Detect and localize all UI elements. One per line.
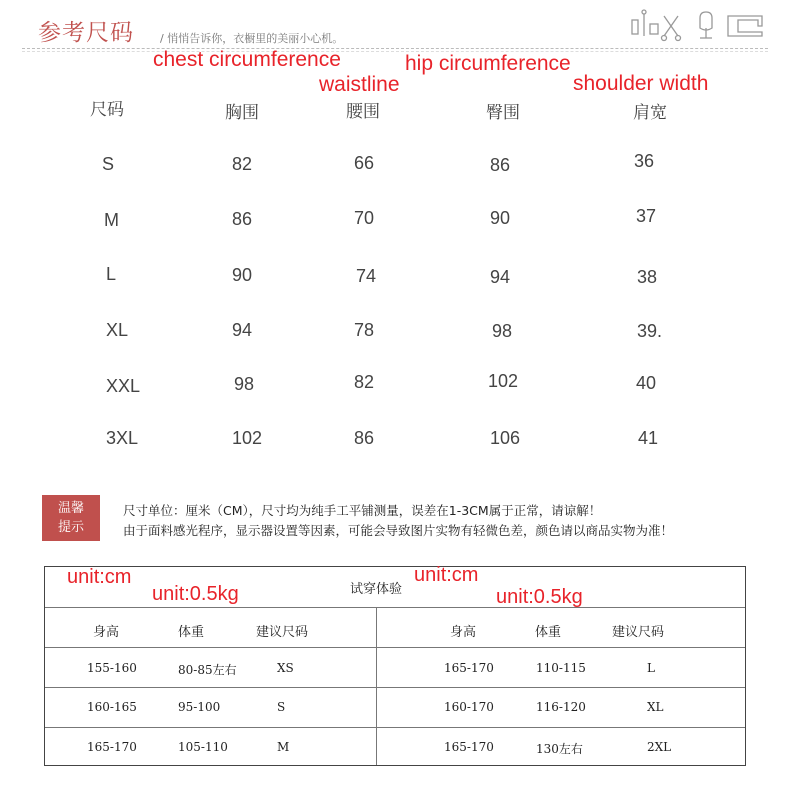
size-header-shoulder: 肩宽 <box>633 103 667 123</box>
size-cell: S <box>102 154 115 174</box>
size-header-waist: 腰围 <box>346 102 380 122</box>
annotation-unit-kg-left: unit:0.5kg <box>152 583 239 605</box>
fit-cell: 160-165 <box>87 700 137 714</box>
size-cell: XXL <box>106 376 141 396</box>
annotation-unit-kg-right: unit:0.5kg <box>496 586 583 608</box>
fit-header-size: 建议尺码 <box>612 625 665 640</box>
fit-cell: 165-170 <box>444 661 494 675</box>
size-cell: XL <box>106 320 129 340</box>
notice-badge-line: 温馨 <box>57 501 84 516</box>
size-cell: 40 <box>636 373 657 393</box>
annotation-waist: waistline <box>319 73 400 96</box>
page-subtitle: / 悄悄告诉你，衣橱里的美丽小心机。 <box>160 32 344 45</box>
notice-badge-line: 提示 <box>57 520 84 535</box>
annotation-unit-cm-left: unit:cm <box>67 566 132 588</box>
size-cell: 98 <box>234 374 255 394</box>
size-cell: 102 <box>488 371 519 391</box>
annotation-unit-cm-right: unit:cm <box>414 564 479 586</box>
size-cell: 102 <box>232 428 263 448</box>
fit-header-height: 身高 <box>93 625 120 640</box>
fit-cell: 95-100 <box>178 700 221 714</box>
fit-cell: 165-170 <box>444 740 494 754</box>
fit-header-weight: 体重 <box>535 625 562 640</box>
size-cell: 70 <box>354 208 375 228</box>
size-cell: 86 <box>354 428 375 448</box>
notice-line-1: 尺寸单位：厘米（CM），尺寸均为纯手工平铺测量，误差在1-3CM属于正常，请谅解！ <box>123 503 602 518</box>
size-cell: 86 <box>232 209 253 229</box>
size-cell: 3XL <box>106 428 139 448</box>
fit-cell: 130左右 <box>536 742 583 756</box>
size-cell: 94 <box>490 267 511 287</box>
size-cell: 86 <box>490 155 511 175</box>
size-header-chest: 胸围 <box>225 103 259 123</box>
fit-cell: XL <box>647 700 664 714</box>
size-cell: 90 <box>232 265 253 285</box>
size-cell: 38 <box>637 267 658 287</box>
size-cell: 66 <box>354 153 375 173</box>
fit-cell: 165-170 <box>87 740 137 754</box>
fit-cell: S <box>277 700 286 714</box>
size-cell: 82 <box>354 372 375 392</box>
header-divider-secondary <box>22 51 768 52</box>
fitting-title: 试穿体验 <box>350 582 403 597</box>
fit-cell: M <box>277 740 290 754</box>
sewing-tools-icon <box>628 6 768 42</box>
size-cell: 82 <box>232 154 253 174</box>
size-cell: 36 <box>634 151 655 171</box>
size-cell: L <box>106 264 117 284</box>
fit-cell: 80-85左右 <box>178 663 237 677</box>
size-cell: 90 <box>490 208 511 228</box>
fit-cell: 2XL <box>647 740 672 754</box>
annotation-hip: hip circumference <box>405 52 571 75</box>
size-cell: 106 <box>490 428 521 448</box>
fit-header-size: 建议尺码 <box>256 625 309 640</box>
size-cell: 78 <box>354 320 375 340</box>
size-cell: M <box>104 210 119 230</box>
size-header-hip: 臀围 <box>486 103 520 123</box>
size-cell: 37 <box>636 206 657 226</box>
size-cell: 41 <box>638 428 659 448</box>
size-cell: 94 <box>232 320 253 340</box>
size-header-size: 尺码 <box>90 100 124 120</box>
notice-line-2: 由于面料感光程序，显示器设置等因素，可能会导致图片实物有轻微色差，颜色请以商品实物为准！ <box>123 523 674 538</box>
size-cell: 98 <box>492 321 513 341</box>
annotation-chest: chest circumference <box>153 48 341 71</box>
notice-badge <box>42 495 100 541</box>
size-cell: 39. <box>637 321 663 341</box>
header-divider <box>22 48 768 49</box>
fit-cell: 160-170 <box>444 700 494 714</box>
fit-cell: 116-120 <box>536 700 586 714</box>
fit-cell: L <box>647 661 655 675</box>
fit-cell: 155-160 <box>87 661 137 675</box>
fit-cell: 110-115 <box>536 661 586 675</box>
fit-cell: XS <box>277 661 294 675</box>
fit-cell: 105-110 <box>178 740 228 754</box>
fit-header-height: 身高 <box>450 625 477 640</box>
size-cell: 74 <box>356 266 377 286</box>
page-title: 参考尺码 <box>38 20 134 46</box>
fit-header-weight: 体重 <box>178 625 205 640</box>
annotation-shoulder: shoulder width <box>573 72 709 95</box>
